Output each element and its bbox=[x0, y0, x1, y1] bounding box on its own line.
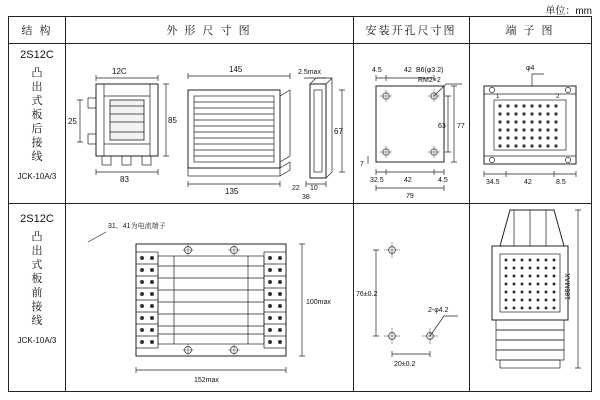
row-2-terminal-drawing bbox=[470, 204, 590, 392]
svg-text:85: 85 bbox=[168, 116, 177, 125]
svg-text:8.5: 8.5 bbox=[556, 179, 566, 186]
svg-text:38: 38 bbox=[302, 194, 310, 201]
svg-text:42: 42 bbox=[404, 67, 412, 74]
svg-text:34.5: 34.5 bbox=[486, 179, 500, 186]
svg-text:2.5max: 2.5max bbox=[298, 69, 321, 76]
svg-text:RM2×2: RM2×2 bbox=[418, 77, 441, 84]
note-current-terminal: 31、41为电流端子 bbox=[108, 223, 166, 230]
svg-text:100max: 100max bbox=[306, 299, 331, 306]
row-2-mounting-drawing bbox=[354, 204, 468, 392]
svg-text:135: 135 bbox=[225, 187, 239, 196]
svg-text:12C: 12C bbox=[112, 67, 127, 76]
row-1-desc-5: 接 bbox=[31, 137, 43, 149]
svg-text:25: 25 bbox=[68, 117, 77, 126]
svg-text:2: 2 bbox=[556, 94, 560, 100]
row-1-sub: JCK-10A/3 bbox=[17, 172, 57, 181]
row-2-sub: JCK-10A/3 bbox=[17, 336, 57, 345]
svg-text:2-φ4.2: 2-φ4.2 bbox=[428, 307, 449, 314]
svg-text:42: 42 bbox=[524, 179, 532, 186]
unit-note: 单位：mm bbox=[545, 6, 592, 17]
row-1-desc-3: 板 bbox=[31, 109, 43, 121]
row-2-desc-3: 板 bbox=[31, 273, 43, 285]
row-2-desc-5: 接 bbox=[31, 301, 43, 313]
svg-text:79: 79 bbox=[406, 193, 414, 200]
svg-text:32.5: 32.5 bbox=[370, 177, 384, 184]
svg-text:77: 77 bbox=[457, 123, 465, 130]
svg-text:4.5: 4.5 bbox=[438, 177, 448, 184]
row-2-code: 2S12C bbox=[20, 213, 54, 225]
row-2-desc-1: 出 bbox=[31, 245, 43, 257]
svg-text:φ4: φ4 bbox=[526, 65, 535, 72]
svg-text:4.5: 4.5 bbox=[372, 67, 382, 74]
row-1-terminal-drawing bbox=[470, 44, 590, 202]
header-terminal: 端 子 图 bbox=[505, 25, 555, 37]
row-2-desc-0: 凸 bbox=[31, 231, 43, 243]
svg-text:B6(φ3.2): B6(φ3.2) bbox=[416, 67, 444, 74]
svg-text:152max: 152max bbox=[194, 377, 219, 384]
row-1-outline-drawing bbox=[66, 44, 352, 202]
row-2-desc-4: 前 bbox=[31, 287, 43, 299]
svg-text:1: 1 bbox=[496, 94, 500, 100]
row-2-desc-6: 线 bbox=[31, 315, 43, 327]
row-2-label bbox=[9, 213, 65, 347]
svg-text:63: 63 bbox=[438, 123, 446, 130]
svg-text:67: 67 bbox=[334, 127, 343, 136]
row-2-desc-2: 式 bbox=[31, 259, 43, 271]
svg-text:7: 7 bbox=[360, 161, 364, 168]
dimension-table bbox=[8, 16, 592, 392]
row-1-desc-0: 凸 bbox=[31, 67, 43, 79]
row-1-desc-4: 后 bbox=[31, 123, 43, 135]
header-mounting: 安装开孔尺寸图 bbox=[365, 25, 457, 37]
header-outline: 外 形 尺 寸 图 bbox=[166, 25, 252, 37]
header-structure: 结 构 bbox=[21, 25, 53, 37]
svg-text:42: 42 bbox=[404, 177, 412, 184]
row-1-mounting-drawing bbox=[354, 44, 468, 202]
row-1-code: 2S12C bbox=[20, 49, 54, 61]
row-1-desc-2: 式 bbox=[31, 95, 43, 107]
svg-text:22: 22 bbox=[292, 185, 300, 192]
row-2-outline-drawing bbox=[66, 204, 352, 392]
svg-text:83: 83 bbox=[120, 175, 129, 184]
svg-text:185MAX: 185MAX bbox=[565, 273, 572, 300]
row-1-desc-1: 出 bbox=[31, 81, 43, 93]
row-1-desc-6: 线 bbox=[31, 151, 43, 163]
svg-text:145: 145 bbox=[229, 65, 243, 74]
svg-text:20±0.2: 20±0.2 bbox=[394, 361, 416, 368]
svg-text:76±0.2: 76±0.2 bbox=[356, 291, 378, 298]
svg-text:10: 10 bbox=[310, 185, 318, 192]
row-1-label bbox=[9, 49, 65, 183]
